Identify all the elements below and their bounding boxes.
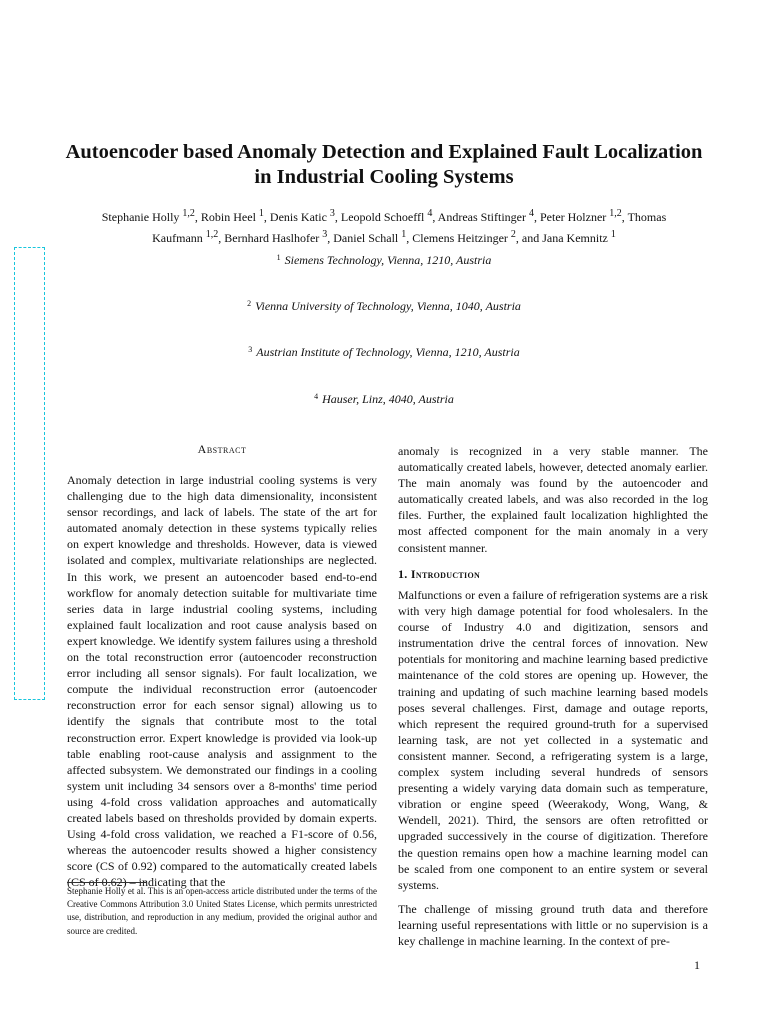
- page-number: 1: [694, 958, 700, 972]
- footnote-divider: [67, 882, 147, 883]
- abstract-continuation: [398, 443, 708, 556]
- copyright-footnote: Stephanie Holly et al. This is an open-access article distributed under the terms of the Creative Commons Attribution 3.0 United States License, which permits unrestricted use, distribution, and reproduction in any medium, provided the original author and source are credited.: [67, 886, 377, 936]
- abstract-text: Anomaly detection in large industrial cooling systems is very challenging due to the high data dimensionality, inconsistent sensor recordings, and lack of labels. The state of the art for automated anomaly detection in these systems typically relies on expert knowledge and thresholds. However, data is viewed isolated and complex, multivariate relationships are neglected. In this work, we present an autoencoder based end-to-end workflow for anomaly detection suitable for multivariate time series data in large industrial cooling systems, including explained fault localization and root cause analysis based on expert knowledge. We identify system failures using a threshold on the total reconstruction error (autoencoder reconstruction error including all sensor signals). For fault localization, we compute the individual reconstruction error (autoencoder reconstruction error for each sensor signal) allowing us to identify the signals that contribute most to the total reconstruction error. Expert knowledge is provided via look-up table enabling root-cause analysis and assignment to the affected subsystem. We demonstrated our findings in a cooling system unit including 34 sensors over a 8-months' time period using 4-fold cross validation approaches and automatically created labels based on thresholds provided by domain experts. Using 4-fold cross validation, we reached a F1-score of 0.56, whereas the autoencoder results showed a higher consistency score (CS of 0.92) compared to the automatically created labels (CS of 0.62) – indicating that the: [67, 473, 377, 890]
- intro-paragraph-2: The challenge of missing ground truth data and therefore learning useful representations with little or no supervision is a key challenge in machine learning. In the context of pre-: [398, 901, 708, 948]
- intro-paragraph-1: Malfunctions or even a failure of refrigeration systems are a risk with very high damage potential for food wholesalers. In the course of Industry 4.0 and digitization, sensors and instrumentation drive the central forces of innovation. New potentials for monitoring and machine learning based predictive maintenance of the cold stores are opening up. However, the training and updating of such machine learning based models poses several challenges. First, damage and outage reports, which represent the required ground-truth for a supervised learning task, are not yet collected in a systematic and consistent manner. Second, a refrigerating system is a large, complex system including several hundreds of sensors presenting a widely varying data domain such as temperature, vibration or engine speed (Weerakody, Wong, Wang, & Wendell, 2021). Third, the sensors are often retrofitted or upgraded successively in the course of digitization. Therefore the question remains open how a machine learning model can be scaled from one component to an entire system or several systems.: [398, 588, 708, 892]
- section-heading-introduction: 1. Introduction: [398, 567, 481, 581]
- affiliation-1: $^1$ Siemens Technology, Vienna, 1210, Austria: [276, 253, 492, 267]
- author-list: Stephanie Holly $^{1,2}$, Robin Heel $^1$, Denis Katic $^3$, Leopold Schoeffl $^4$, Andreas Stiftinger $^4$, Peter Holzner $^{1,2}$, Thomas Kaufmann $^{1,2}$, Bernhard Haslhofer $^3$, Daniel Schall $^1$, Clemens Heitzinger $^2$, and Jana Kemnitz $^1$: [101, 208, 667, 245]
- paper-title: Autoencoder based Anomaly Detection and Explained Fault Localization in Industrial Cooling Systems: [65, 141, 703, 188]
- introduction-body: [398, 587, 708, 949]
- abstract-text-cont: anomaly is recognized in a very stable manner. The automatically created labels, however, detected anomaly earlier. The main anomaly was found by the autoencoder and automatically created labels, and was also recorded in the log files. Further, the explained fault localization highlighted the most affected component for the main anomaly in a very consistent manner.: [398, 444, 708, 555]
- abstract-body: [67, 472, 377, 890]
- abstract-heading: Abstract: [197, 442, 247, 456]
- affiliation-4: $^4$ Hauser, Linz, 4040, Austria: [314, 392, 454, 406]
- affiliation-3: $^3$ Austrian Institute of Technology, Vienna, 1210, Austria: [248, 345, 520, 359]
- selection-marquee: [14, 247, 45, 700]
- affiliation-2: $^2$ Vienna University of Technology, Vienna, 1040, Austria: [247, 299, 521, 313]
